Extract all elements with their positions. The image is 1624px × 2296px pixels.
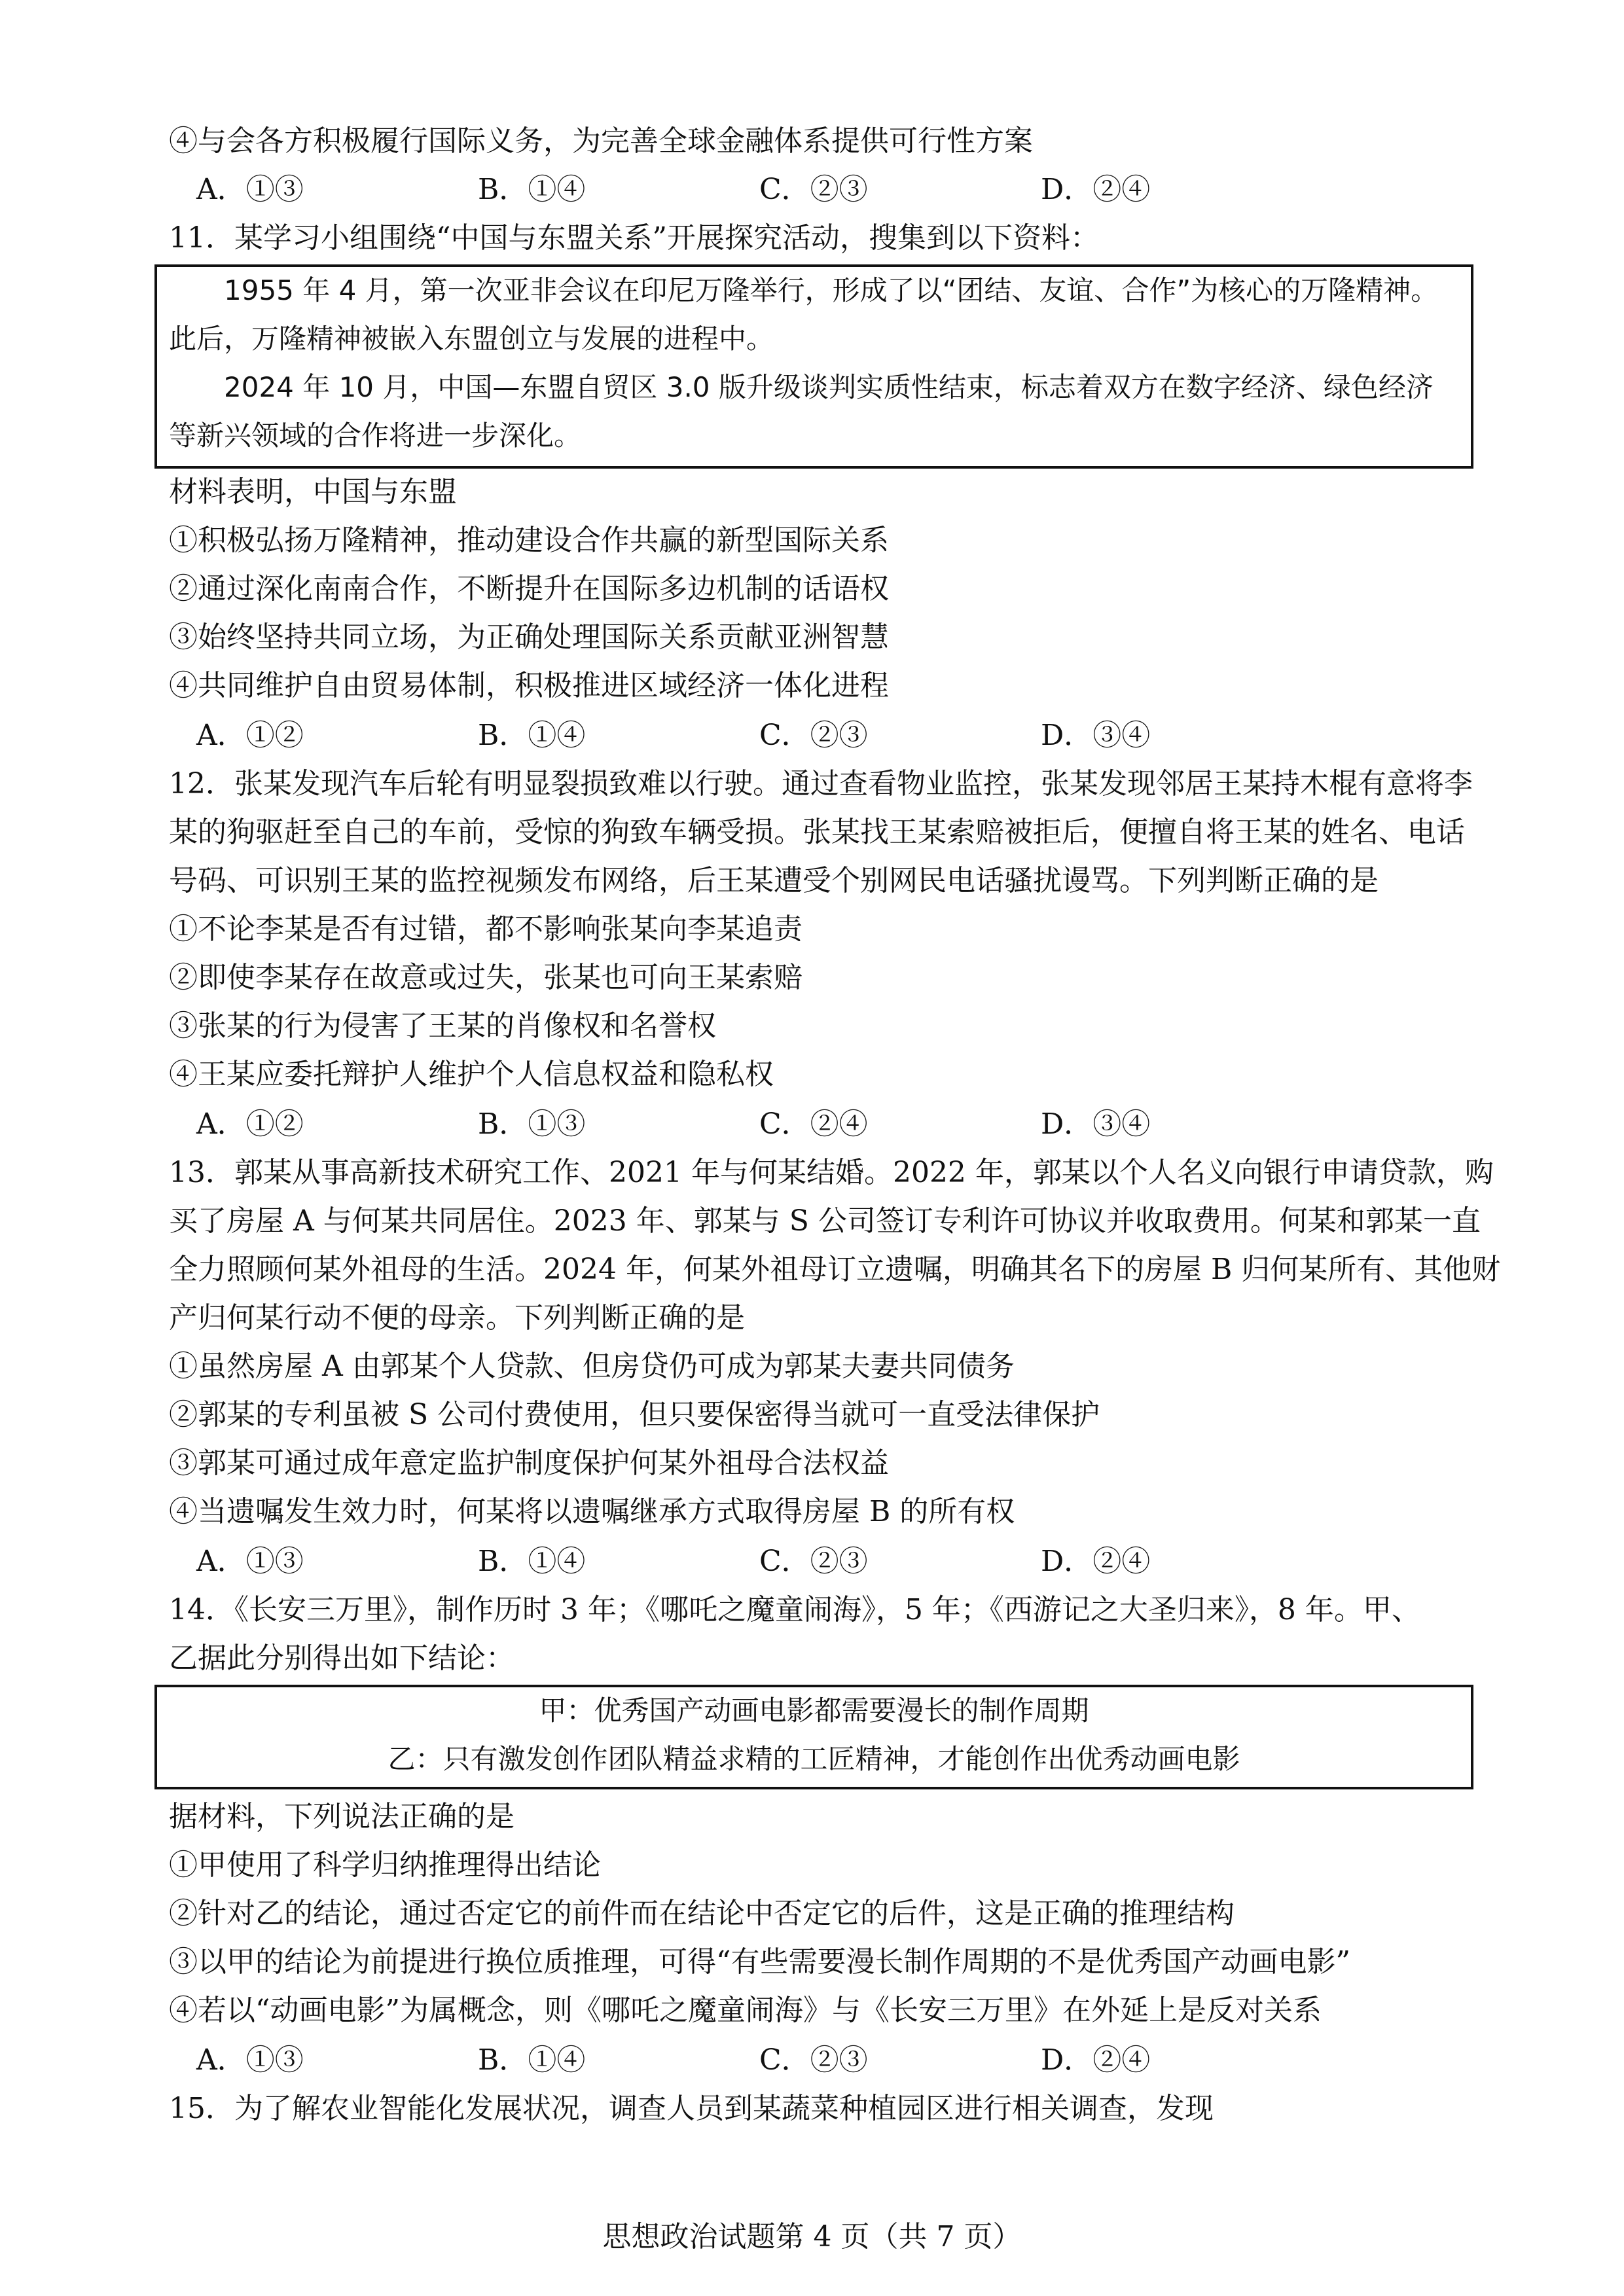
q14-options [196, 2041, 1309, 2080]
q11-option-b: B．①④ [478, 719, 586, 752]
q14-item-1: ①甲使用了科学归纳推理得出结论 [169, 1848, 601, 1882]
q10-option-a: A．①③ [196, 173, 304, 206]
q12-item-4: ④王某应委托辩护人维护个人信息权益和隐私权 [169, 1058, 774, 1091]
page-footer: 思想政治试题第 4 页（共 7 页） [602, 2220, 1022, 2253]
q11-item-4: ④共同维护自由贸易体制，积极推进区域经济一体化进程 [169, 669, 889, 702]
q10-option-d: D．②④ [1041, 173, 1151, 206]
q12-stem-line: 号码、可识别王某的监控视频发布网络，后王某遭受个别网民电话骚扰谩骂。下列判断正确的是 [169, 864, 1379, 897]
q10-option-c: C．②③ [759, 173, 868, 206]
q13-stem-line: 全力照顾何某外祖母的生活。2024 年，何某外祖母订立遗嘱，明确其名下的房屋 B 归何某所有、其他财 [169, 1253, 1501, 1286]
q10-options [196, 170, 1309, 209]
q14-option-b: B．①④ [478, 2043, 586, 2077]
q11-option-c: C．②③ [759, 719, 868, 752]
q11-item-3: ③始终坚持共同立场，为正确处理国际关系贡献亚洲智慧 [169, 620, 889, 654]
q10-option-b: B．①④ [478, 173, 586, 206]
q14-option-a: A．①③ [196, 2043, 304, 2077]
q10-item-4: ④与会各方积极履行国际义务，为完善全球金融体系提供可行性方案 [169, 124, 1033, 158]
q14-stem-line: 14．《长安三万里》，制作历时 3 年；《哪吒之魔童闹海》，5 年；《西游记之大圣归来》，8 年。甲、 [169, 1593, 1420, 1626]
q13-stem-line: 产归何某行动不便的母亲。下列判断正确的是 [169, 1301, 745, 1335]
q14-conclusion-yi: 乙：只有激发创作团队精益求精的工匠精神，才能创作出优秀动画电影 [388, 1743, 1240, 1775]
q13-option-d: D．②④ [1041, 1545, 1151, 1578]
q12-option-c: C．②④ [759, 1107, 868, 1141]
q13-item-2: ②郭某的专利虽被 S 公司付费使用，但只要保密得当就可一直受法律保护 [169, 1398, 1100, 1431]
q12-item-1: ①不论李某是否有过错，都不影响张某向李某追责 [169, 912, 803, 946]
q11-lead: 材料表明，中国与东盟 [169, 475, 457, 509]
q14-item-4: ④若以“动画电影”为属概念，则《哪吒之魔童闹海》与《长安三万里》在外延上是反对关系 [169, 1994, 1322, 2027]
q11-material-line: 1955 年 4 月，第一次亚非会议在印尼万隆举行，形成了以“团结、友谊、合作”为核心的万隆精神。 [224, 274, 1439, 306]
q12-option-b: B．①③ [478, 1107, 586, 1141]
q14-conclusion-jia: 甲：优秀国产动画电影都需要漫长的制作周期 [539, 1695, 1089, 1727]
q11-item-1: ①积极弘扬万隆精神，推动建设合作共赢的新型国际关系 [169, 524, 889, 557]
q13-option-b: B．①④ [478, 1545, 586, 1578]
q12-stem-line: 12．张某发现汽车后轮有明显裂损致难以行驶。通过查看物业监控，张某发现邻居王某持木棍有意将李 [169, 767, 1473, 800]
q12-option-d: D．③④ [1041, 1107, 1151, 1141]
q13-item-3: ③郭某可通过成年意定监护制度保护何某外祖母合法权益 [169, 1446, 889, 1480]
q13-stem-line: 13．郭某从事高新技术研究工作、2021 年与何某结婚。2022 年，郭某以个人名义向银行申请贷款，购 [169, 1156, 1494, 1189]
q12-item-2: ②即使李某存在故意或过失，张某也可向王某索赔 [169, 961, 803, 994]
q11-option-a: A．①② [196, 719, 304, 752]
q13-item-1: ①虽然房屋 A 由郭某个人贷款、但房贷仍可成为郭某夫妻共同债务 [169, 1350, 1015, 1383]
q11-material-line: 等新兴领域的合作将进一步深化。 [169, 420, 582, 452]
q12-option-a: A．①② [196, 1107, 304, 1141]
q11-material-line: 此后，万隆精神被嵌入东盟创立与发展的进程中。 [169, 323, 774, 355]
q14-item-2: ②针对乙的结论，通过否定它的前件而在结论中否定它的后件，这是正确的推理结构 [169, 1897, 1235, 1930]
q11-item-2: ②通过深化南南合作，不断提升在国际多边机制的话语权 [169, 572, 889, 605]
q13-options [196, 1542, 1309, 1581]
q11-material-box [154, 264, 1473, 469]
q14-option-d: D．②④ [1041, 2043, 1151, 2077]
q13-item-4: ④当遗嘱发生效力时，何某将以遗嘱继承方式取得房屋 B 的所有权 [169, 1495, 1015, 1528]
q12-stem-line: 某的狗驱赶至自己的车前，受惊的狗致车辆受损。张某找王某索赔被拒后，便擅自将王某的姓名、电话 [169, 816, 1465, 849]
q12-options [196, 1105, 1309, 1144]
q14-stem-line: 乙据此分别得出如下结论： [169, 1641, 514, 1675]
q11-options [196, 716, 1309, 755]
q14-lead: 据材料，下列说法正确的是 [169, 1800, 514, 1833]
q13-option-a: A．①③ [196, 1545, 304, 1578]
q12-item-3: ③张某的行为侵害了王某的肖像权和名誉权 [169, 1009, 716, 1043]
q11-material-line: 2024 年 10 月，中国—东盟自贸区 3.0 版升级谈判实质性结束，标志着双方在数字经济、绿色经济 [224, 371, 1434, 403]
q15-stem: 15．为了解农业智能化发展状况，调查人员到某蔬菜种植园区进行相关调查，发现 [169, 2092, 1214, 2125]
q13-option-c: C．②③ [759, 1545, 868, 1578]
q13-stem-line: 买了房屋 A 与何某共同居住。2023 年、郭某与 S 公司签订专利许可协议并收取费用。何某和郭某一直 [169, 1204, 1481, 1238]
q14-item-3: ③以甲的结论为前提进行换位质推理，可得“有些需要漫长制作周期的不是优秀国产动画电影” [169, 1945, 1350, 1979]
q14-conclusion-box [154, 1685, 1473, 1789]
q14-option-c: C．②③ [759, 2043, 868, 2077]
q11-stem: 11．某学习小组围绕“中国与东盟关系”开展探究活动，搜集到以下资料： [169, 221, 1099, 255]
q11-option-d: D．③④ [1041, 719, 1151, 752]
